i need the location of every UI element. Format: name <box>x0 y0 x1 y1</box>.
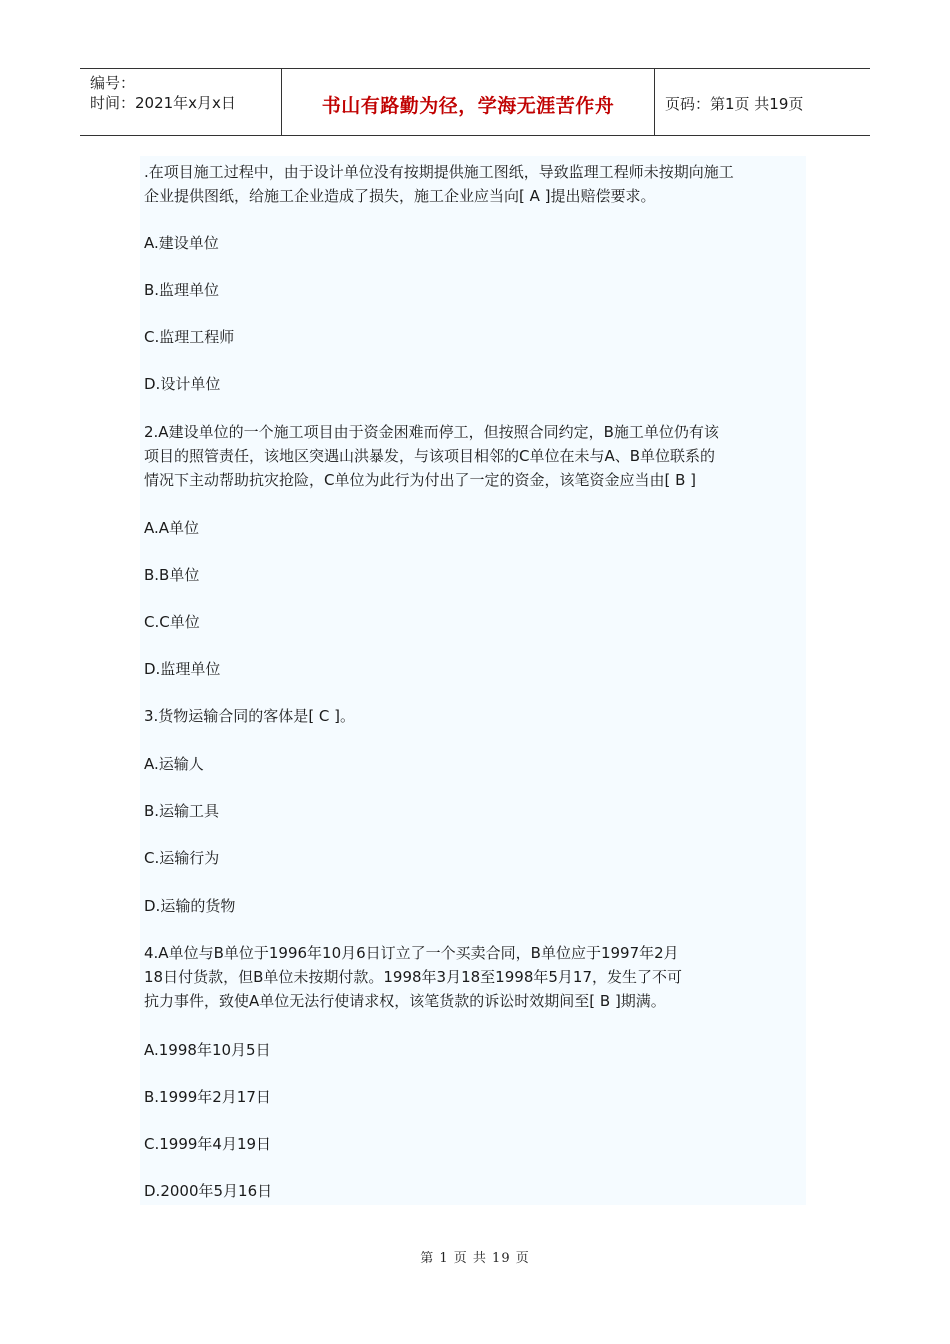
question-4-option-b: B.1999年2月17日 <box>144 1088 271 1106</box>
question-3-option-b: B.运输工具 <box>144 802 220 820</box>
question-2-stem-line-1: 2.A建设单位的一个施工项目由于资金困难而停工，但按照合同约定，B施工单位仍有该 <box>144 423 719 441</box>
question-4-option-d: D.2000年5月16日 <box>144 1182 273 1200</box>
question-3-option-d: D.运输的货物 <box>144 897 236 915</box>
document-date: 时间：2021年x月x日 <box>90 94 236 112</box>
question-4-option-c: C.1999年4月19日 <box>144 1135 272 1153</box>
question-3-option-a: A.运输人 <box>144 755 204 773</box>
question-1-option-a: A.建设单位 <box>144 234 219 252</box>
question-3-option-c: C.运输行为 <box>144 849 220 867</box>
question-2-option-a: A.A单位 <box>144 519 200 537</box>
question-2-option-c: C.C单位 <box>144 613 200 631</box>
page-footer: 第 1 页 共 19 页 <box>420 1251 530 1266</box>
header-motto: 书山有路勤为径，学海无涯苦作舟 <box>281 69 655 135</box>
question-4-stem-line-1: 4.A单位与B单位于1996年10月6日订立了一个买卖合同，B单位应于1997年2月 <box>144 944 679 962</box>
question-1-option-d: D.设计单位 <box>144 375 221 393</box>
document-number-label: 编号： <box>90 74 136 92</box>
question-2-option-b: B.B单位 <box>144 566 200 584</box>
question-1-option-c: C.监理工程师 <box>144 328 235 346</box>
question-2-stem-line-3: 情况下主动帮助抗灾抢险，C单位为此行为付出了一定的资金，该笔资金应当由[ B ] <box>144 471 697 489</box>
question-1-option-b: B.监理单位 <box>144 281 220 299</box>
question-2-stem-line-2: 项目的照管责任，该地区突遇山洪暴发，与该项目相邻的C单位在未与A、B单位联系的 <box>144 447 716 465</box>
question-4-stem-line-2: 18日付货款，但B单位未按期付款。1998年3月18至1998年5月17，发生了不可 <box>144 968 682 986</box>
question-3-stem-line-1: 3.货物运输合同的客体是[ C ]。 <box>144 707 356 725</box>
question-1-stem-line-1: .在项目施工过程中，由于设计单位没有按期提供施工图纸，导致监理工程师未按期向施工 <box>144 163 734 181</box>
header-meta <box>80 69 281 135</box>
question-2-option-d: D.监理单位 <box>144 660 221 678</box>
question-4-option-a: A.1998年10月5日 <box>144 1041 271 1059</box>
page-header <box>80 68 870 136</box>
header-page-info: 页码：第1页 共19页 <box>665 94 804 113</box>
question-1-stem-line-2: 企业提供图纸，给施工企业造成了损失，施工企业应当向[ A ]提出赔偿要求。 <box>144 187 656 205</box>
question-4-stem-line-3: 抗力事件，致使A单位无法行使请求权，该笔货款的诉讼时效期间至[ B ]期满。 <box>144 992 666 1010</box>
question-content <box>140 156 806 1205</box>
